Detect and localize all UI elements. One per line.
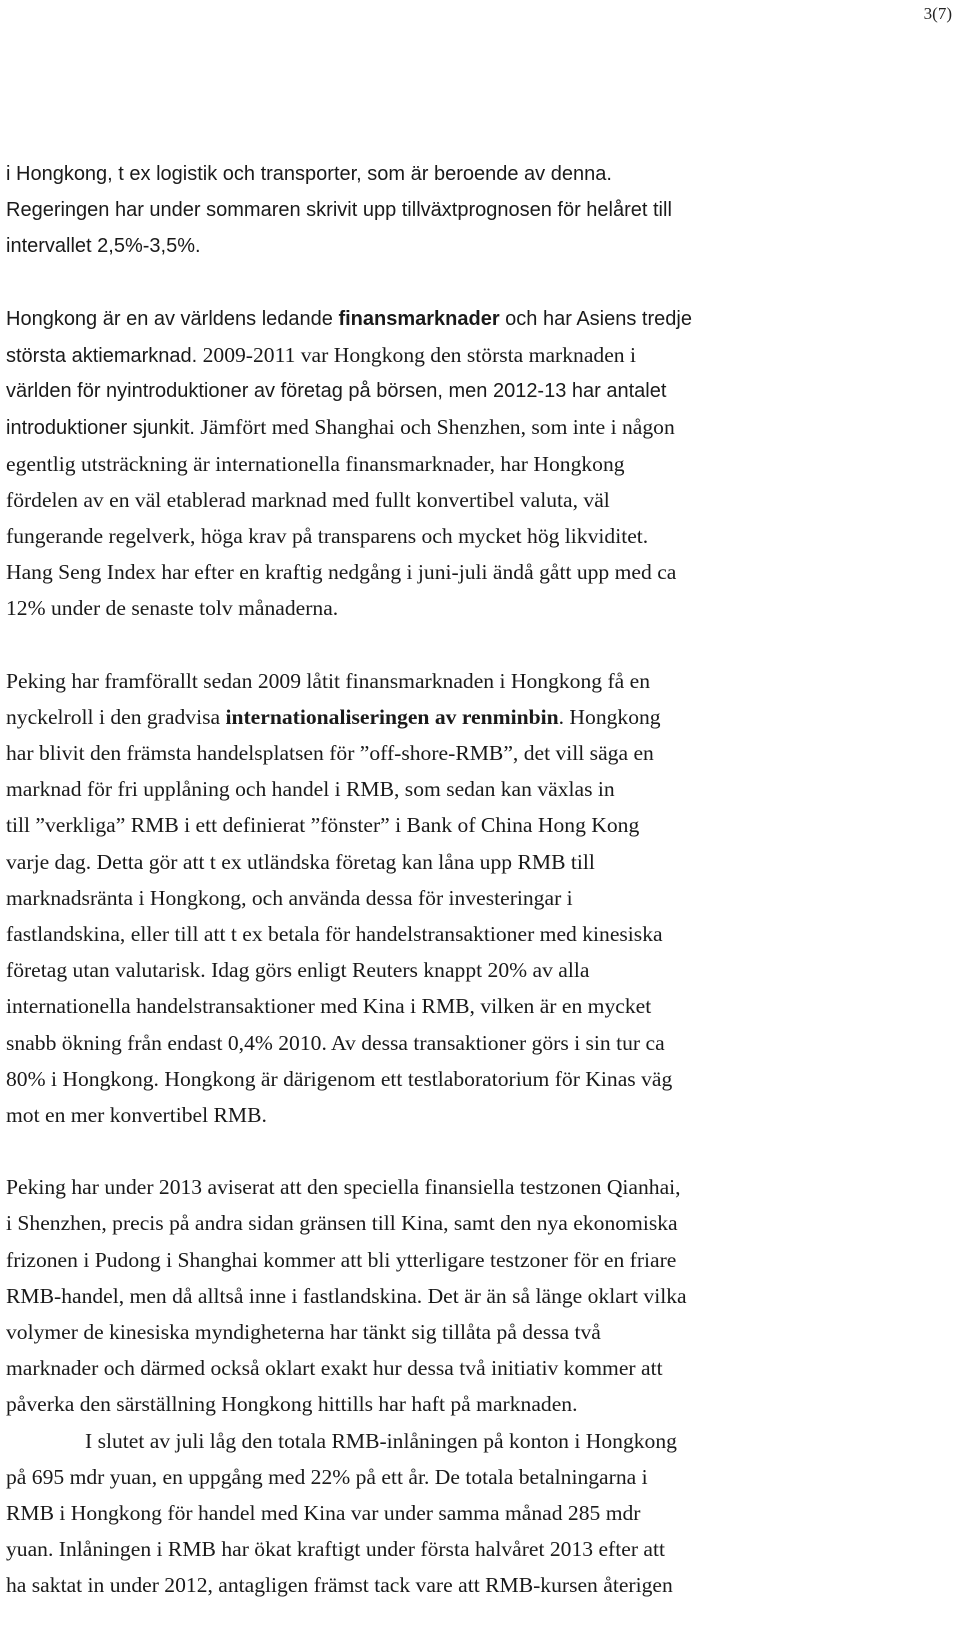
text-line (6, 337, 946, 373)
text-line (6, 699, 946, 735)
text-line: egentlig utsträckning är internationella finansmarknader, har Hongkong (6, 451, 625, 476)
text-line: fördelen av en väl etablerad marknad med fullt konvertibel valuta, väl (6, 487, 610, 512)
text-line (6, 409, 946, 445)
text-line: fungerande regelverk, höga krav på transparens och mycket hög likviditet. (6, 523, 649, 548)
text-line: volymer de kinesiska myndigheterna har tänkt sig tillåta på dessa två (6, 1320, 601, 1344)
paragraph-4 (6, 1169, 946, 1422)
text-line: företag utan valutarisk. Idag görs enligt Reuters knappt 20% av alla (6, 958, 590, 983)
text-line: på 695 mdr yuan, en uppgång med 22% på ett år. De totala betalningarna i (6, 1464, 648, 1489)
text-line: snabb ökning från endast 0,4% 2010. Av dessa transaktioner görs i sin tur ca (6, 1030, 665, 1055)
text-line: påverka den särställning Hongkong hittills har haft på marknaden. (6, 1392, 578, 1417)
text-line: 12% under de senaste tolv månaderna. (6, 596, 339, 621)
text-line: yuan. Inlåningen i RMB har ökat kraftigt under första halvåret 2013 efter att (6, 1537, 665, 1562)
text-line: internationella handelstransaktioner med Kina i RMB, vilken är en mycket (6, 994, 652, 1019)
text-line: Hang Seng Index har efter en kraftig nedgång i juni-juli ändå gått upp med ca (6, 560, 677, 585)
text-line: har blivit den främsta handelsplatsen för ”off-shore-RMB”, det vill säga en (6, 741, 654, 765)
text-line: mot en mer konvertibel RMB. (6, 1102, 267, 1127)
text-line: varje dag. Detta gör att t ex utländska företag kan låna upp RMB till (6, 849, 595, 874)
text-line: Regeringen har under sommaren skrivit upp tillväxtprognosen för helåret till (6, 199, 672, 222)
text-line: frizonen i Pudong i Shanghai kommer att bli ytterligare testzoner för en friare (6, 1247, 677, 1272)
text-line: marknad för fri upplåning och handel i RMB, som sedan kan växlas in (6, 777, 615, 802)
text-line: Peking har under 2013 aviserat att den speciella finansiella testzonen Qianhai, (6, 1175, 681, 1200)
text-line: marknader och därmed också oklart exakt hur dessa två initiativ kommer att (6, 1356, 663, 1381)
text-line: i Hongkong, t ex logistik och transporter, som är beroende av denna. (6, 163, 612, 185)
document-body (6, 156, 946, 1604)
text-line: fastlandskina, eller till att t ex betala för handelstransaktioner med kinesiska (6, 921, 663, 946)
text-span: . Hongkong (558, 704, 661, 729)
text-span: 2009-2011 var Hongkong den största marknaden i (197, 342, 636, 367)
text-span: och har Asiens tredje (499, 307, 692, 330)
paragraph-1 (6, 156, 946, 265)
text-line: ha saktat in under 2012, antagligen främst tack vare att RMB-kursen återigen (6, 1573, 673, 1598)
emphasis-finansmarknader: finansmarknader (338, 307, 500, 330)
paragraph-5 (6, 1423, 946, 1604)
text-line: till ”verkliga” RMB i ett definierat ”fönster” i Bank of China Hong Kong (6, 813, 640, 838)
text-span: Jämfört med Shanghai och Shenzhen, som inte i någon (194, 415, 675, 440)
text-span: introduktioner sjunkit. (6, 417, 195, 440)
text-line: 80% i Hongkong. Hongkong är därigenom ett testlaboratorium för Kinas väg (6, 1066, 673, 1091)
text-line: intervallet 2,5%-3,5%. (6, 235, 201, 258)
text-line: i Shenzhen, precis på andra sidan gränsen till Kina, samt den nya ekonomiska (6, 1211, 678, 1236)
text-line: RMB i Hongkong för handel med Kina var under samma månad 285 mdr (6, 1500, 641, 1525)
text-line: världen för nyintroduktioner av företag på börsen, men 2012-13 har antalet (6, 380, 667, 403)
text-line: RMB-handel, men då alltså inne i fastlandskina. Det är än så länge oklart vilka (6, 1283, 687, 1308)
paragraph-2 (6, 301, 946, 627)
text-line (6, 301, 946, 337)
emphasis-internationalisering: internationaliseringen av renminbin (225, 704, 559, 729)
text-span: Hongkong är en av världens ledande (6, 307, 339, 330)
text-line: I slutet av juli låg den totala RMB-inlåningen på konton i Hongkong (85, 1428, 677, 1453)
text-line: marknadsränta i Hongkong, och använda dessa för investeringar i (6, 885, 573, 910)
page-number: 3(7) (923, 4, 952, 23)
text-span: nyckelroll i den gradvisa (6, 704, 226, 729)
paragraph-3 (6, 663, 946, 1133)
text-line: Peking har framförallt sedan 2009 låtit finansmarknaden i Hongkong få en (6, 668, 651, 693)
text-span: största aktiemarknad. (6, 344, 198, 367)
